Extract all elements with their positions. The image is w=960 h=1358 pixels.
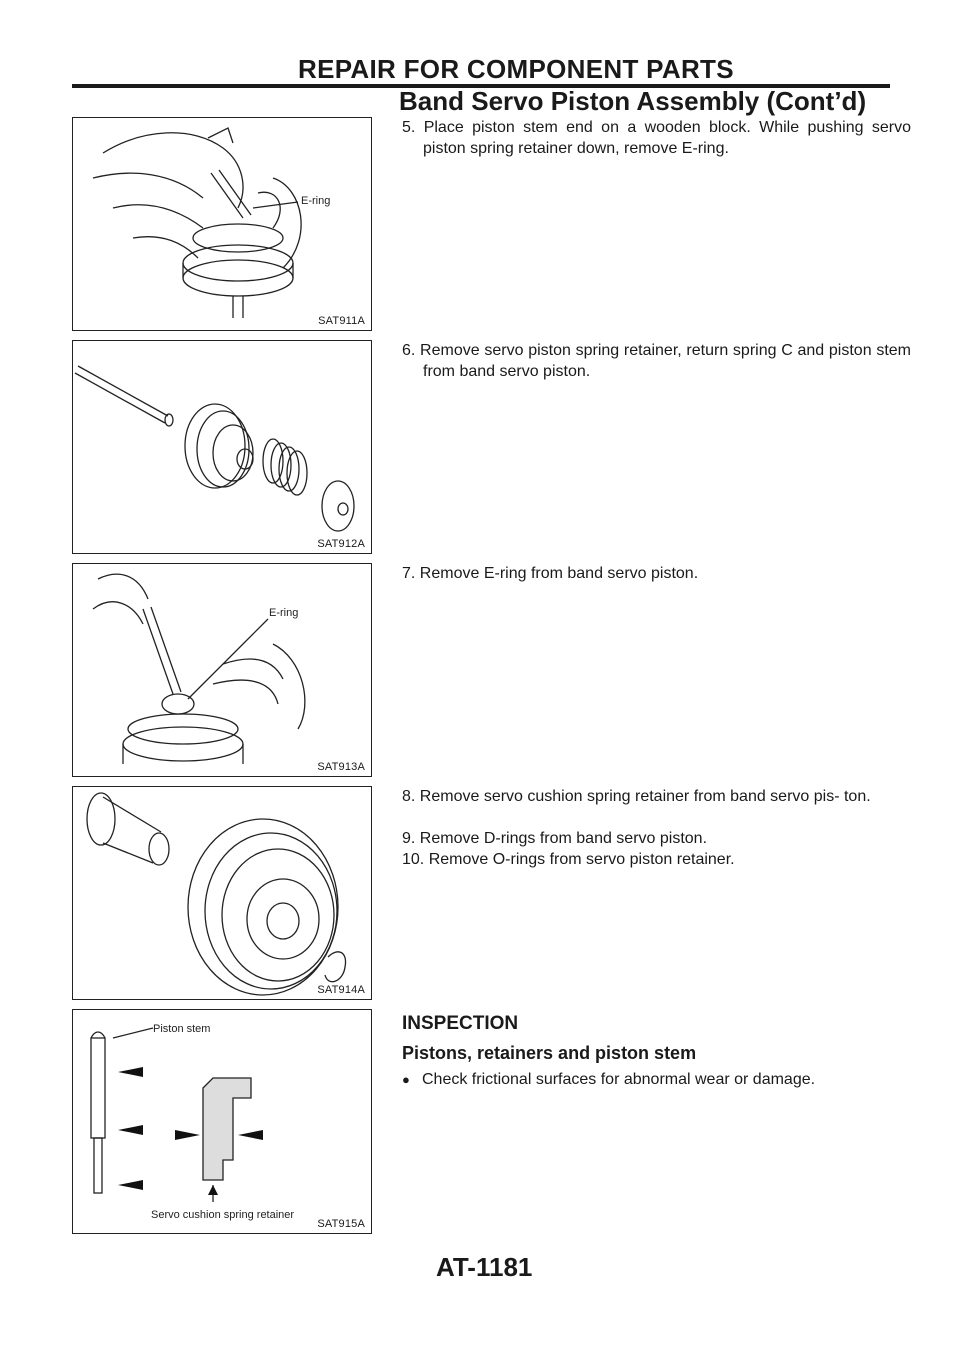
step-6: 6. Remove servo piston spring retainer, return spring C and piston stem from band servo piston. <box>402 342 911 380</box>
bullet-icon: ● <box>402 1072 410 1087</box>
callout-e-ring: E-ring <box>301 195 331 207</box>
figure-caption: SAT915A <box>317 1218 365 1230</box>
piston-spring-exploded-illustration <box>73 341 372 554</box>
figure-caption: SAT911A <box>318 315 365 327</box>
step-10: 10. Remove O-rings from servo piston retainer. <box>402 851 735 868</box>
figure-sat912a <box>72 340 372 554</box>
inspection-subheading: Pistons, retainers and piston stem <box>402 1043 697 1063</box>
cushion-spring-retainer-illustration <box>73 787 372 1000</box>
inspection-heading: INSPECTION <box>402 1013 519 1034</box>
page-subtitle: Band Servo Piston Assembly (Cont’d) <box>399 86 867 116</box>
e-ring-removal-illustration <box>73 118 372 331</box>
step-8: 8. Remove servo cushion spring retainer from band servo pis- ton. <box>402 788 871 805</box>
step-9: 9. Remove D-rings from band servo piston. <box>402 830 708 847</box>
step-7: 7. Remove E-ring from band servo piston. <box>402 565 699 582</box>
page-header-title: REPAIR FOR COMPONENT PARTS <box>298 54 734 84</box>
page-number: AT-1181 <box>436 1252 533 1282</box>
callout-piston-stem: Piston stem <box>153 1023 211 1035</box>
callout-e-ring: E-ring <box>269 607 299 619</box>
figure-sat911a <box>72 117 372 331</box>
figure-sat915a <box>72 1009 372 1234</box>
inspection-bullet-text: Check frictional surfaces for abnormal wear or damage. <box>422 1071 816 1088</box>
e-ring-band-servo-illustration <box>73 564 372 777</box>
inspection-bullet <box>402 1071 815 1089</box>
step-5: 5. Place piston stem end on a wooden block. While pushing servo piston spring retainer down, remove E-ring. <box>402 119 911 157</box>
figure-caption: SAT913A <box>317 761 365 773</box>
inspection-points-illustration <box>73 1010 372 1234</box>
figure-sat914a <box>72 786 372 1000</box>
callout-servo-cushion-spring-retainer: Servo cushion spring retainer <box>151 1209 295 1221</box>
figure-sat913a <box>72 563 372 777</box>
figure-caption: SAT914A <box>317 984 365 996</box>
figure-caption: SAT912A <box>317 538 365 550</box>
